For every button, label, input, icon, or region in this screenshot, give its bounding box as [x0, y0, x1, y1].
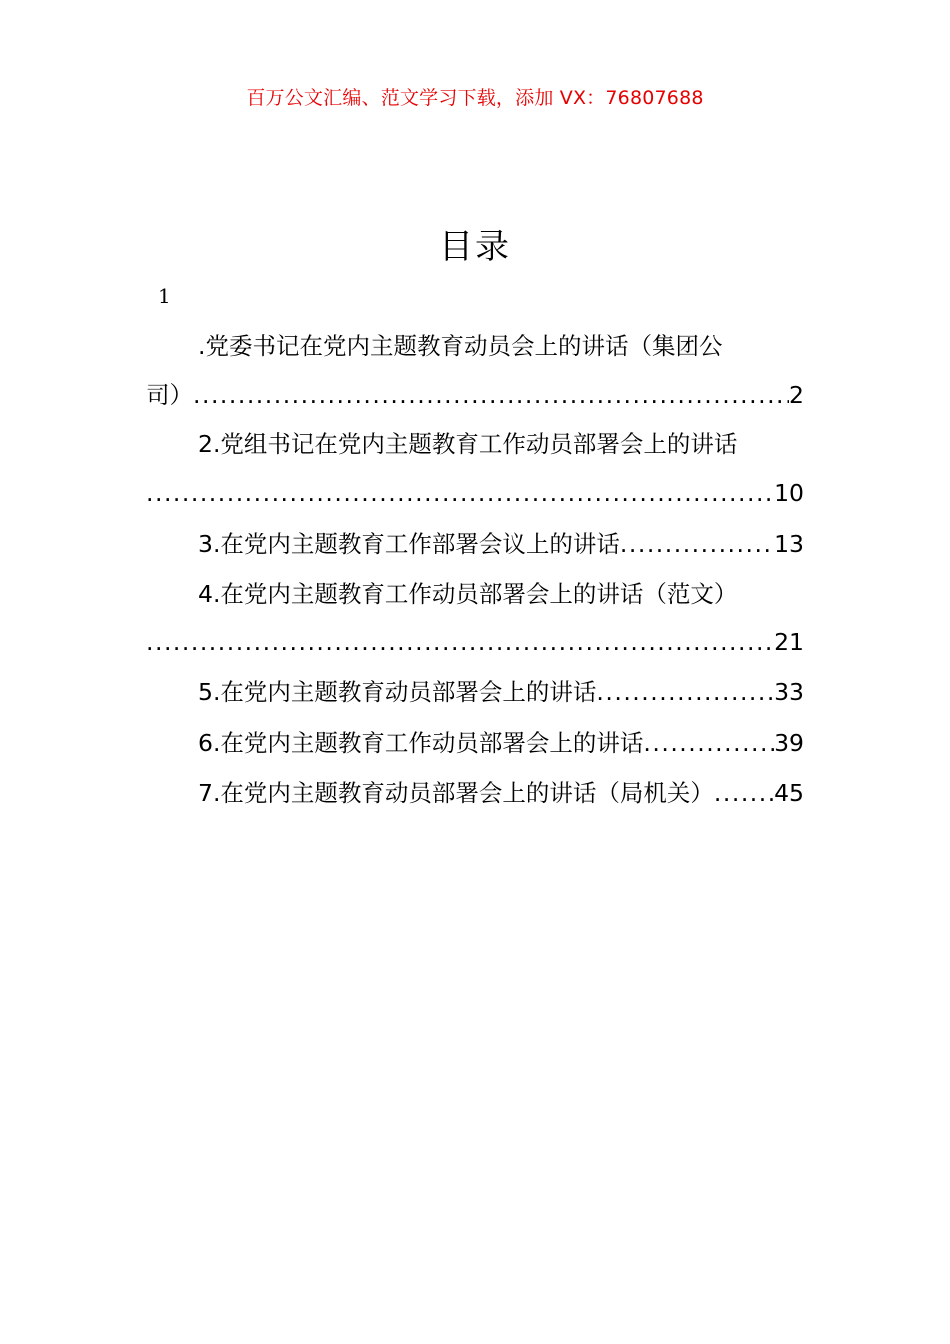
toc-entry-text: 2.党组书记在党内主题教育工作动员部署会上的讲话 — [198, 430, 738, 458]
toc-leader-dots — [146, 475, 774, 511]
toc-page-number: 45 — [774, 779, 804, 807]
toc-page-number: 10 — [774, 479, 804, 507]
toc-entry-7[interactable] — [146, 775, 804, 811]
toc-entry-text: .党委书记在党内主题教育动员会上的讲话（集团公 — [198, 332, 723, 360]
toc-leader-dots — [643, 725, 774, 761]
toc-page-number: 21 — [774, 628, 804, 656]
toc-leader-dots — [620, 526, 774, 562]
toc-entry-4-line-1[interactable] — [146, 576, 804, 612]
toc-entry-text: 6.在党内主题教育工作动员部署会上的讲话 — [198, 729, 644, 757]
toc-page-number: 39 — [774, 729, 804, 757]
toc-entry-text: 3.在党内主题教育工作部署会议上的讲话 — [198, 530, 620, 558]
toc-entry-1-line-2[interactable] — [146, 377, 804, 413]
toc-leader-dots — [714, 775, 774, 811]
toc-entry-2-line-2[interactable] — [146, 475, 804, 511]
toc-entry-text: 5.在党内主题教育动员部署会上的讲话 — [198, 678, 597, 706]
toc-leader-dots — [193, 377, 789, 413]
toc-page-number: 33 — [774, 678, 804, 706]
toc-entry-text: 4.在党内主题教育工作动员部署会上的讲话（范文） — [198, 580, 738, 608]
toc-entry-6[interactable] — [146, 725, 804, 761]
toc-entry-5[interactable] — [146, 674, 804, 710]
toc-entry-text: 7.在党内主题教育动员部署会上的讲话（局机关） — [198, 779, 714, 807]
toc-page-number: 2 — [789, 381, 804, 409]
toc-page-number: 13 — [774, 530, 804, 558]
header-banner: 百万公文汇编、范文学习下载，添加 VX：76807688 — [246, 87, 704, 109]
toc-entry-2-line-1[interactable] — [146, 426, 804, 462]
toc-leader-dots — [146, 624, 774, 660]
toc-entry-4-line-2[interactable] — [146, 624, 804, 660]
toc-leader-dots — [596, 674, 774, 710]
toc-entry-1-line-1[interactable] — [146, 328, 804, 364]
page-marker: 1 — [158, 284, 171, 308]
toc-entry-3[interactable] — [146, 526, 804, 562]
toc-entry-text: 司） — [146, 381, 193, 409]
toc-title: 目录 — [439, 227, 511, 267]
